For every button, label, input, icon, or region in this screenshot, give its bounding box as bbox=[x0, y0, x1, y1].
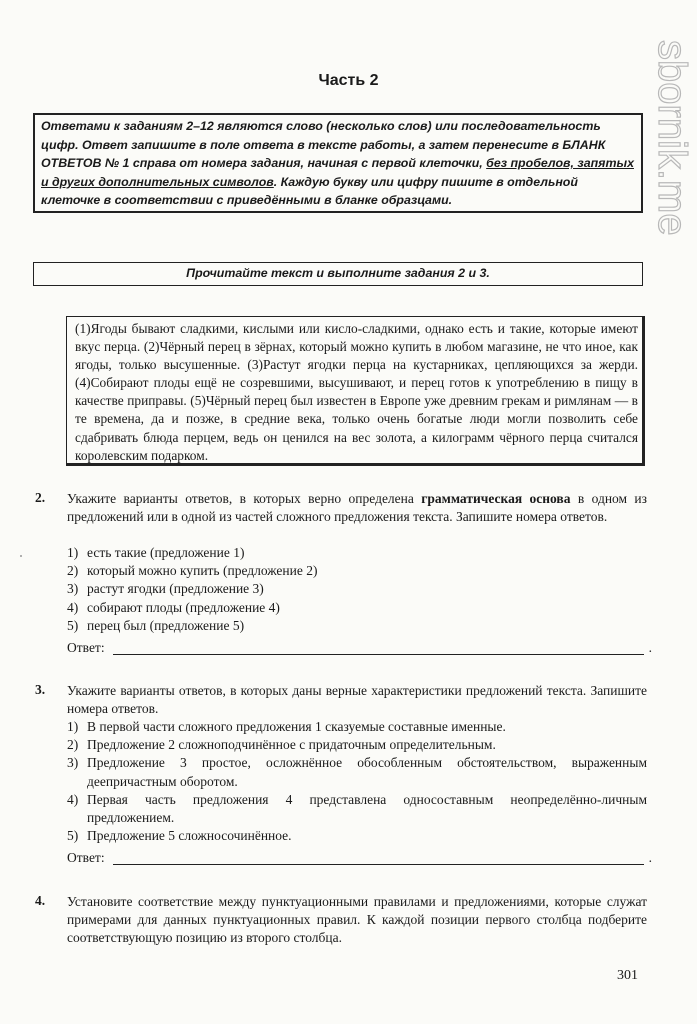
option-item: 1) есть такие (предложение 1) bbox=[67, 545, 245, 560]
watermark bbox=[626, 40, 694, 340]
question-2-options bbox=[67, 544, 647, 635]
question-4-number: 4. bbox=[35, 893, 46, 908]
question-3-options bbox=[67, 718, 647, 845]
answer-label: Ответ: bbox=[67, 850, 105, 865]
question-3-number: 3. bbox=[35, 682, 46, 697]
question-2-text: Укажите варианты ответов, в которых верно определена грамматическая основа в одном из предложений или в одной из частей сложного предложения текста. Запишите номера ответов. bbox=[67, 491, 647, 525]
option-item: 2) который можно купить (предложение 2) bbox=[67, 563, 318, 579]
question-4-text: Установите соответствие между пунктуационными правилами и предложениями, которые служат примерами для данных пунктуационных правил. К каждой позиции первого столбца подберите соответствующую позицию из второго столбца. bbox=[67, 894, 647, 946]
question-2-answer-field[interactable]: Ответ: . bbox=[67, 640, 652, 655]
question-2-number: 2. bbox=[35, 490, 46, 505]
option-item: 1) В первой части сложного предложения 1 сказуемые составные именные. bbox=[67, 719, 506, 734]
instructions-text: Ответами к заданиям 2–12 являются слово (несколько слов) или последовательность цифр. Ответ запишите в поле ответа в тексте работы, а затем перенесите в БЛАНК ОТВЕТОВ № 1 справа от номера задания, начиная с первой клеточки, без пробелов, запятых и других дополнительных символов. Каждую букву или цифру пишите в отдельной клеточке в соответствии с приведёнными в бланке образцами. bbox=[41, 119, 634, 208]
option-item: 5) Предложение 5 сложносочинённое. bbox=[67, 828, 292, 844]
answer-label: Ответ: bbox=[67, 640, 105, 655]
option-item: 5) перец был (предложение 5) bbox=[67, 617, 245, 633]
page-heading: Часть 2 bbox=[318, 72, 379, 89]
margin-mark bbox=[20, 555, 22, 557]
grammar-base-term: грамматическая основа bbox=[421, 491, 571, 506]
question-3-text: Укажите варианты ответов, в которых даны верные характеристики предложений текста. Запишите номера ответов. bbox=[67, 683, 647, 717]
option-item: 3) Предложение 3 простое, осложнённое обособленным обстоятельством, выраженным деепричастным оборотом. bbox=[67, 755, 647, 789]
answer-line[interactable] bbox=[113, 864, 644, 865]
question-3-answer-field[interactable]: Ответ: . bbox=[67, 850, 652, 865]
read-text-banner: Прочитайте текст и выполните задания 2 и 3. bbox=[33, 262, 643, 286]
passage-box bbox=[66, 316, 645, 466]
instructions-box bbox=[33, 113, 643, 213]
option-item: 3) растут ягодки (предложение 3) bbox=[67, 581, 264, 597]
watermark-text: sbornik.me bbox=[650, 40, 694, 236]
instructions-underlined: без пробелов, запятых и других дополнительных символов bbox=[41, 156, 634, 189]
option-item: 4) собирают плоды (предложение 4) bbox=[67, 599, 280, 615]
option-item: 2) Предложение 2 сложноподчинённое с придаточным определительным. bbox=[67, 737, 496, 753]
option-item: 4) Первая часть предложения 4 представлена односоставным неопределённо-личным предложением. bbox=[67, 791, 647, 826]
answer-line[interactable] bbox=[113, 654, 644, 655]
passage-text: (1)Ягоды бывают сладкими, кислыми или кисло-сладкими, однако есть и такие, которые имеют вкус перца. (2)Чёрный перец в зёрнах, который можно купить в любом магазине, не что иное, как ягоды, только высушенные. (3)Растут ягодки перца на кустарниках, цепляющихся за жерди. (4)Собирают плоды ещё не созревшими, высушивают, и перец готов к употреблению в пищу в качестве приправы. (5)Чёрный перец был известен в Европе уже древним грекам и римлянам — в те времена, да и позже, в средние века, только очень богатые люди могли позволить себе сдабривать блюда перцем, ведь он ценился на вес золота, а килограмм чёрного перца считался королевским подарком. bbox=[75, 321, 638, 463]
page-number: 301 bbox=[617, 968, 638, 983]
